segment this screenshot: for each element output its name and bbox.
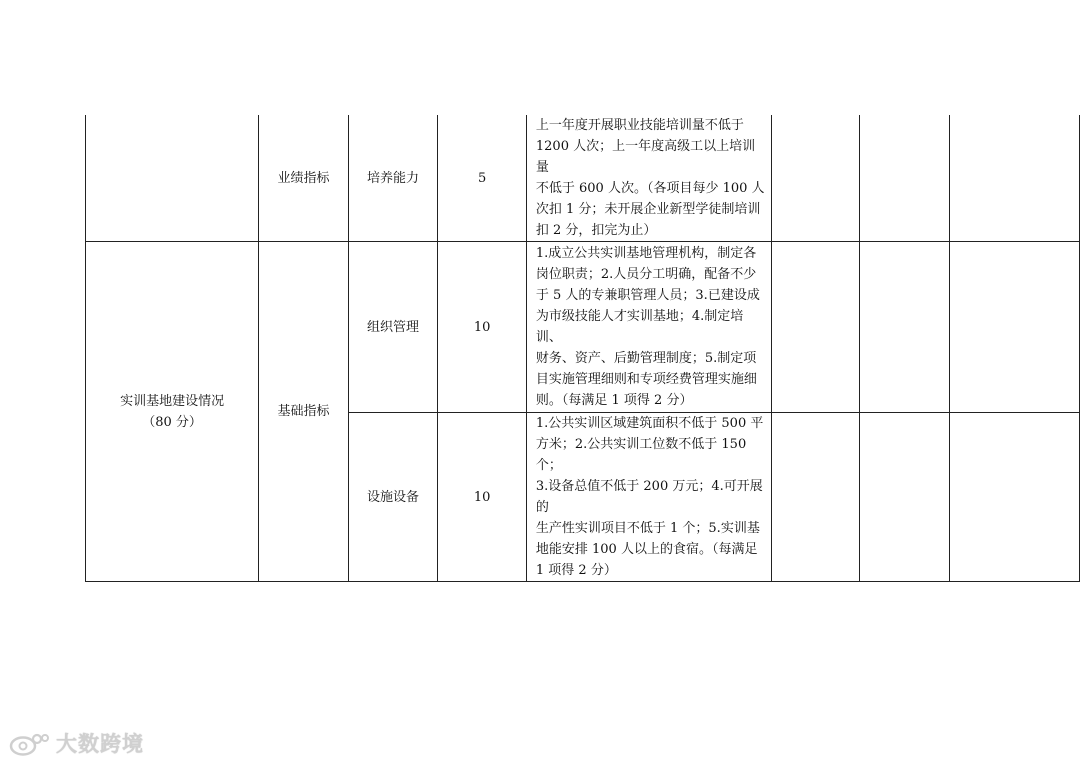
- empty-cell: [771, 242, 859, 413]
- criteria-line: 上一年度开展职业技能培训量不低于: [535, 118, 744, 133]
- watermark: [8, 728, 144, 758]
- criteria-line: 方米；2.公共实训工位数不低于 150 个；: [535, 437, 747, 473]
- weibo-logo-icon: [8, 729, 50, 757]
- empty-cell: [949, 115, 1079, 242]
- criteria-line: 目实施管理细则和专项经费管理实施细: [535, 372, 757, 387]
- criteria-line: 次扣 1 分；未开展企业新型学徒制培训: [535, 202, 761, 217]
- category-cell: [86, 115, 259, 242]
- empty-cell: [771, 413, 859, 582]
- criteria-line: 为市级技能人才实训基地；4.制定培训、: [535, 309, 744, 345]
- indicator-type-cell: 基础指标: [259, 242, 349, 582]
- category-score: （80 分）: [142, 414, 202, 430]
- category-title: 实训基地建设情况: [120, 393, 225, 409]
- item-cell: 组织管理: [348, 242, 438, 413]
- criteria-line: 3.设备总值不低于 200 万元；4.可开展的: [535, 479, 763, 515]
- empty-cell: [860, 242, 949, 413]
- criteria-line: 1.公共实训区域建筑面积不低于 500 平: [535, 416, 764, 431]
- criteria-line: 地能安排 100 人以上的食宿。（每满足: [535, 542, 758, 557]
- criteria-line: 生产性实训项目不低于 1 个；5.实训基: [535, 521, 760, 536]
- empty-cell: [860, 115, 949, 242]
- category-cell: [86, 242, 259, 582]
- empty-cell: [949, 242, 1079, 413]
- table-row: [86, 242, 1080, 413]
- criteria-cell: [526, 413, 771, 582]
- criteria-cell: [526, 115, 771, 242]
- criteria-cell: [526, 242, 771, 413]
- score-cell: 5: [438, 115, 527, 242]
- criteria-line: 扣 2 分，扣完为止）: [535, 223, 657, 238]
- score-cell: 10: [438, 242, 527, 413]
- empty-cell: [949, 413, 1079, 582]
- criteria-line: 岗位职责；2.人员分工明确，配备不少: [535, 267, 757, 282]
- criteria-line: 1.成立公共实训基地管理机构，制定各: [535, 246, 757, 261]
- criteria-line: 1 项得 2 分）: [535, 563, 617, 578]
- criteria-line: 于 5 人的专兼职管理人员；3.已建设成: [535, 288, 760, 303]
- item-cell: 培养能力: [348, 115, 438, 242]
- scoring-table: [85, 115, 1080, 582]
- table-row: [86, 115, 1080, 242]
- empty-cell: [860, 413, 949, 582]
- score-cell: 10: [438, 413, 527, 582]
- criteria-line: 1200 人次；上一年度高级工以上培训量: [535, 139, 756, 175]
- empty-cell: [771, 115, 859, 242]
- criteria-line: 不低于 600 人次。（各项目每少 100 人: [535, 181, 765, 196]
- indicator-type-cell: 业绩指标: [259, 115, 349, 242]
- criteria-line: 财务、资产、后勤管理制度；5.制定项: [535, 351, 757, 366]
- watermark-text: 大数跨境: [56, 732, 144, 756]
- criteria-line: 则。（每满足 1 项得 2 分）: [535, 393, 693, 408]
- item-cell: 设施设备: [348, 413, 438, 582]
